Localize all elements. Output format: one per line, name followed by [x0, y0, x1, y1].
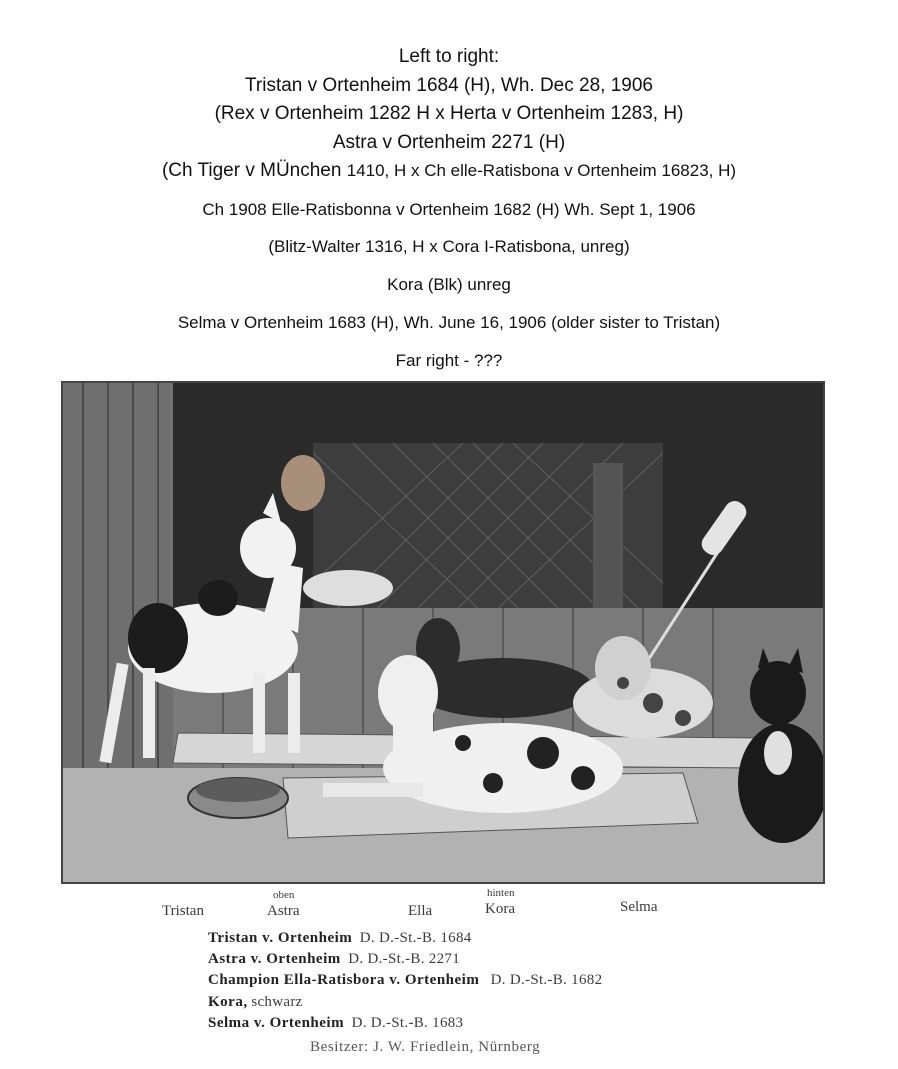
caption-astra-parents-end: 1410, H x Ch elle-Ratisbona v Ortenheim 16823, H) — [346, 161, 737, 180]
registry-row — [208, 1015, 463, 1032]
registry-detail: D. D.-St.-B. 1683 — [351, 1015, 464, 1031]
dog-photograph — [61, 381, 825, 884]
caption-far-right: Far right - ??? — [395, 351, 503, 370]
label-oben: oben — [273, 889, 295, 901]
registry-detail: D. D.-St.-B. 2271 — [348, 951, 461, 967]
registry-row — [208, 994, 303, 1011]
registry-detail: D. D.-St.-B. 1684 — [359, 930, 472, 946]
caption-astra: Astra v Ortenheim 2271 (H) — [332, 132, 566, 153]
registry-row — [208, 972, 602, 989]
label-tristan: Tristan — [162, 903, 204, 919]
registry-name: Champion Ella-Ratisbora v. Ortenheim — [208, 972, 480, 988]
caption-astra-parents-start: (Ch Tiger v MÜnchen — [161, 160, 347, 181]
registry-row — [208, 930, 472, 947]
label-ella: Ella — [408, 903, 433, 919]
registry-name: Kora, — [208, 994, 248, 1010]
registry-detail: schwarz — [251, 994, 303, 1010]
caption-ella: Ch 1908 Elle-Ratisbonna v Ortenheim 1682 (H) Wh. Sept 1, 1906 — [202, 200, 696, 219]
caption-tristan-parents: (Rex v Ortenheim 1282 H x Herta v Ortenheim 1283, H) — [214, 103, 684, 124]
caption-astra-parents — [0, 160, 898, 182]
label-astra: Astra — [267, 903, 300, 919]
caption-tristan: Tristan v Ortenheim 1684 (H), Wh. Dec 28, 1906 — [245, 75, 653, 96]
caption-kora: Kora (Blk) unreg — [387, 275, 511, 294]
label-kora: Kora — [485, 901, 515, 917]
registry-row — [208, 951, 460, 968]
registry-name: Tristan v. Ortenheim — [208, 930, 353, 946]
registry-name: Astra v. Ortenheim — [208, 951, 341, 967]
registry-detail: D. D.-St.-B. 1682 — [490, 972, 603, 988]
caption-selma: Selma v Ortenheim 1683 (H), Wh. June 16, 1906 (older sister to Tristan) — [177, 313, 721, 332]
owner-line: Besitzer: J. W. Friedlein, Nürnberg — [310, 1039, 541, 1055]
caption-ella-parents: (Blitz-Walter 1316, H x Cora I-Ratisbona, unreg) — [268, 237, 630, 256]
label-hinten: hinten — [487, 887, 515, 899]
label-selma: Selma — [620, 899, 658, 915]
caption-intro: Left to right: — [398, 46, 500, 67]
registry-name: Selma v. Ortenheim — [208, 1015, 345, 1031]
